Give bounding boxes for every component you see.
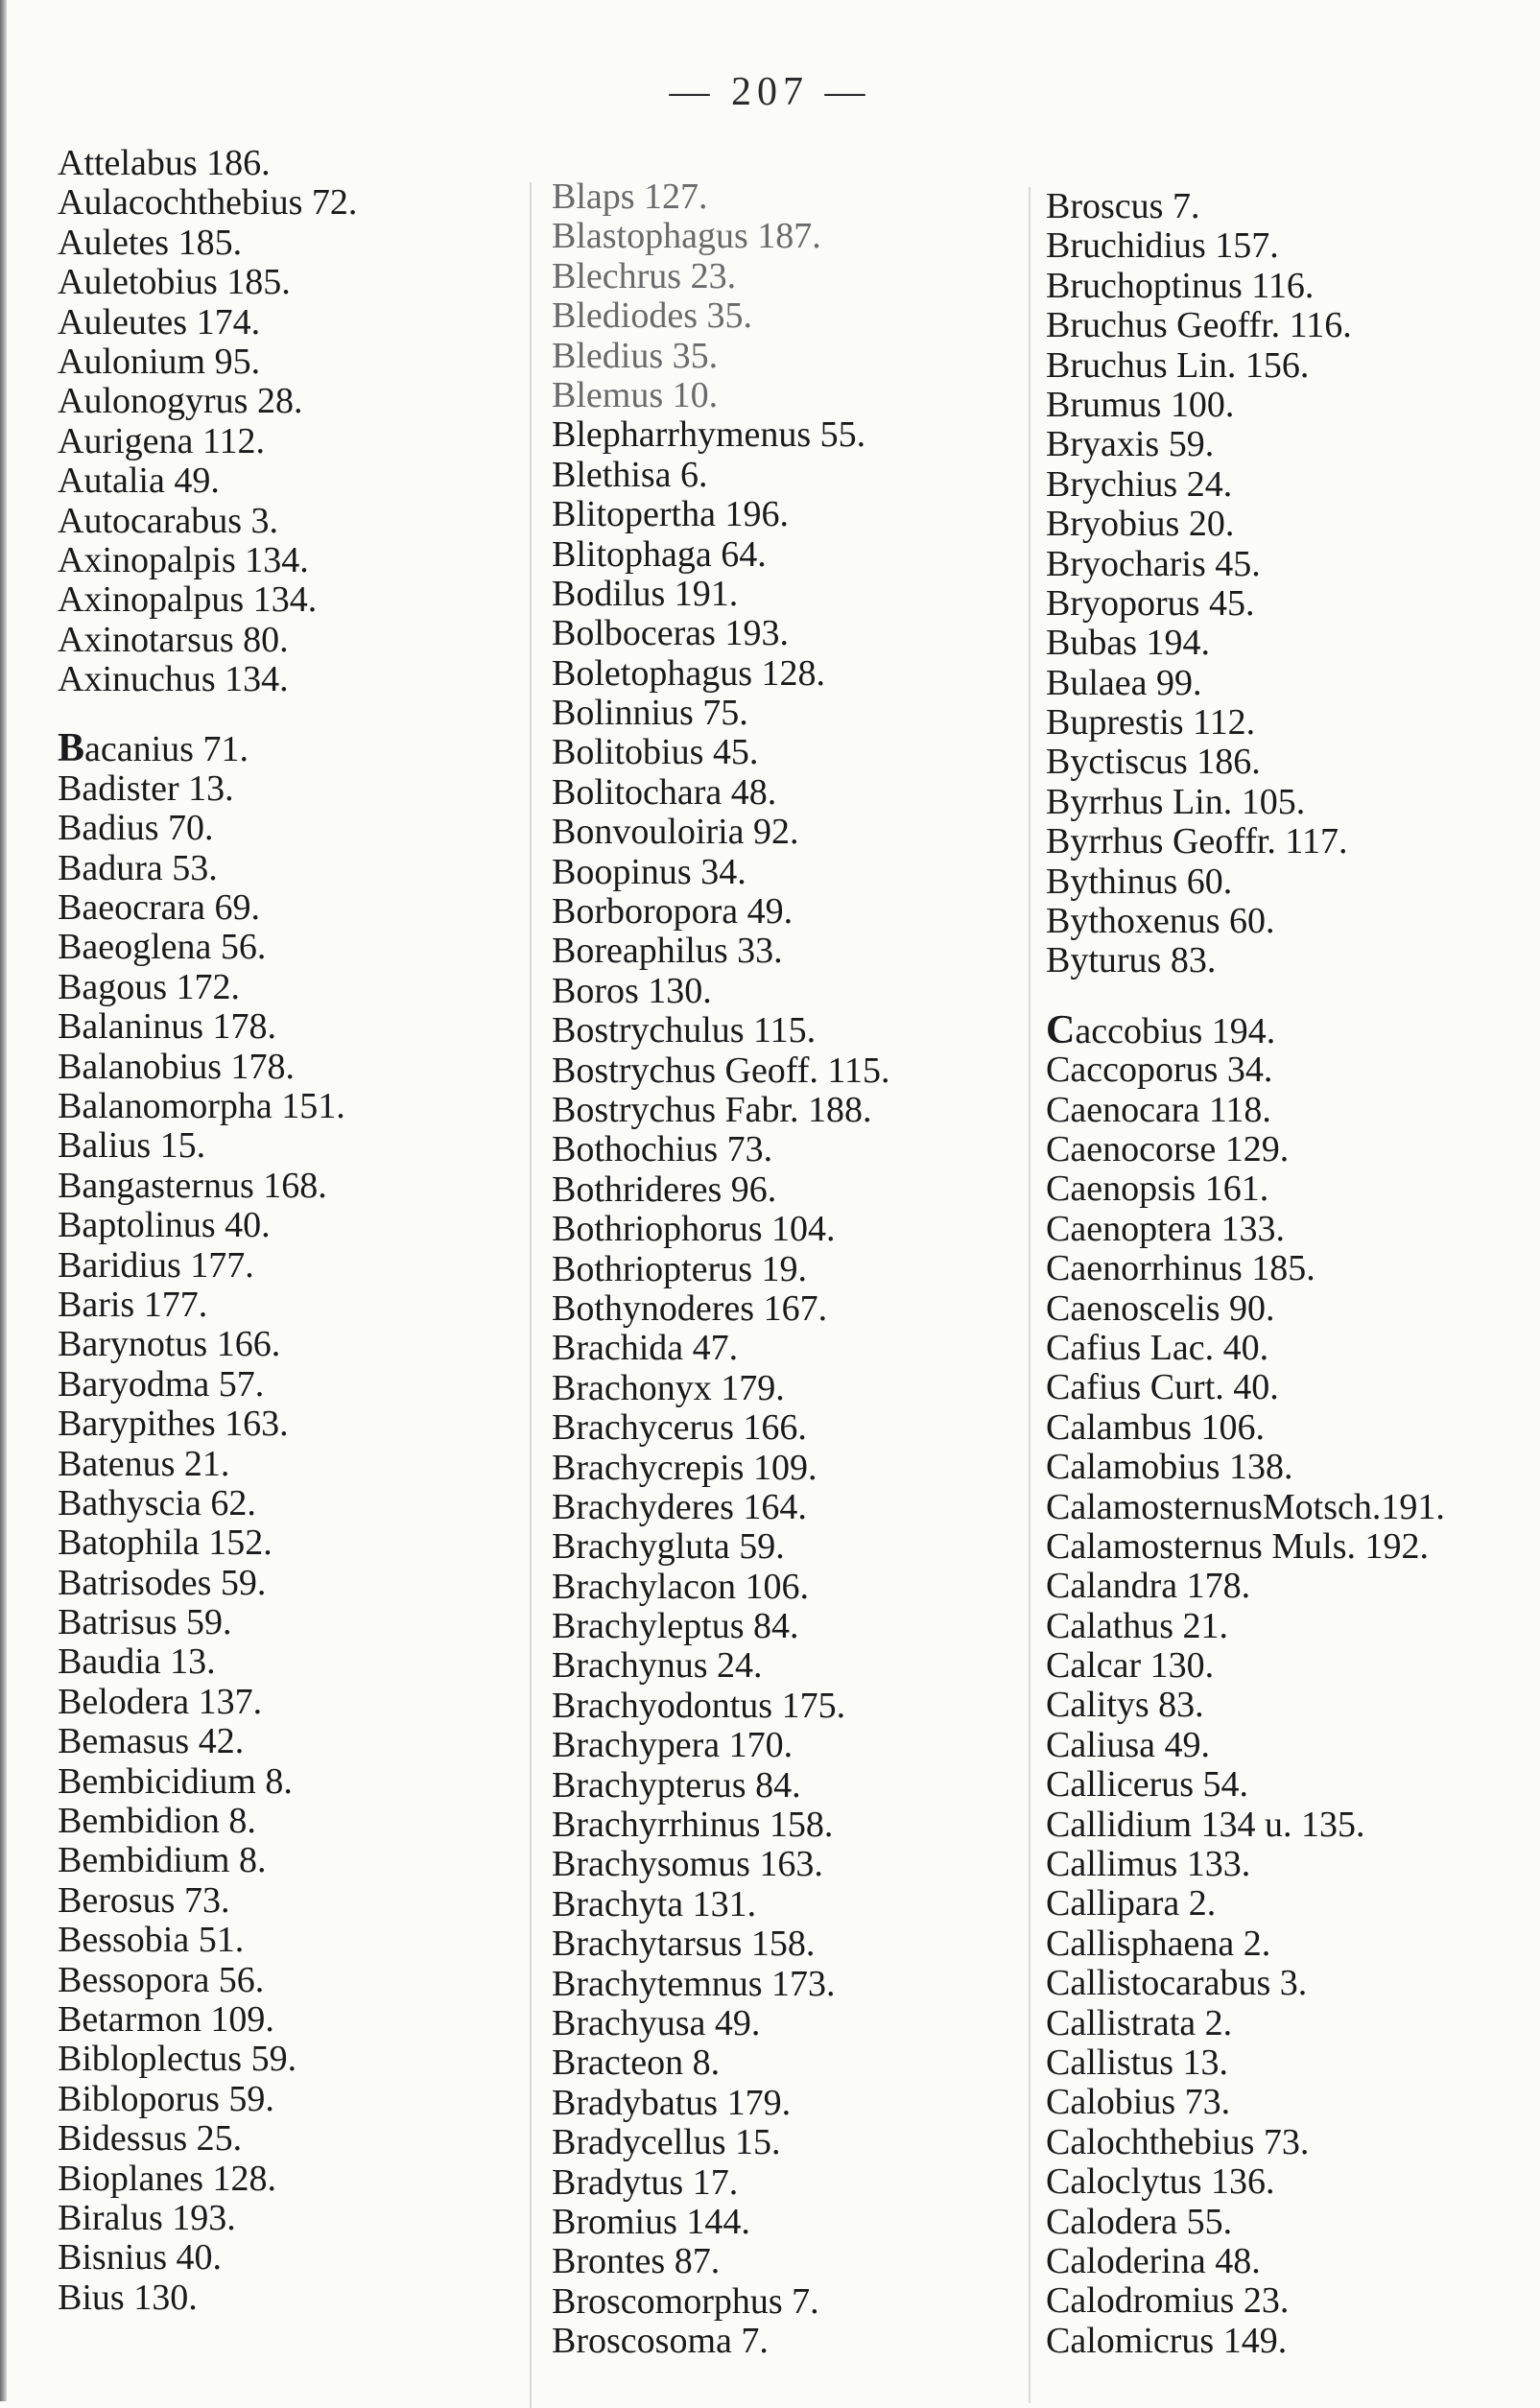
index-entry: Auletobius 185. [58, 262, 291, 303]
index-entry: Bryaxis 59. [1046, 424, 1215, 465]
index-entry: Bonvouloiria 92. [552, 812, 799, 853]
index-entry: Badister 13. [58, 767, 234, 809]
index-entry: Caenoscelis 90. [1046, 1287, 1275, 1329]
index-entry: Brachylacon 106. [552, 1566, 810, 1607]
index-entry: Caenopsis 161. [1046, 1169, 1269, 1210]
index-entry: Aulonogyrus 28. [58, 381, 303, 422]
index-entry: Balius 15. [58, 1125, 206, 1167]
index-entry: Calomicrus 149. [1046, 2320, 1288, 2361]
index-entry: Brychius 24. [1046, 463, 1233, 505]
index-entry: Baeoglena 56. [58, 927, 267, 968]
index-entry: Batophila 152. [58, 1523, 272, 1564]
column-rule [1029, 187, 1031, 2403]
index-entry: Broscomorphus 7. [552, 2280, 819, 2322]
index-entry: Caloclytus 136. [1046, 2161, 1275, 2203]
page-number: — 207 — [669, 70, 871, 114]
index-entry: Blethisa 6. [552, 454, 708, 495]
index-entry: Auletes 185. [58, 222, 243, 263]
index-entry: Aulonium 95. [58, 341, 261, 382]
index-entry: Bromius 144. [552, 2201, 750, 2242]
index-entry: Autocarabus 3. [58, 500, 279, 541]
index-entry: Blaps 127. [552, 177, 708, 217]
index-entry: Brachygluta 59. [552, 1526, 785, 1568]
index-entry: Bolitobius 45. [552, 732, 759, 773]
index-entry: Bulaea 99. [1046, 662, 1202, 703]
section-initial-c: C [1046, 1007, 1076, 1052]
index-entry: Bangasternus 168. [58, 1165, 327, 1206]
index-entry: Blediodes 35. [552, 295, 752, 337]
index-entry: Caccoporus 34. [1046, 1050, 1273, 1091]
index-entry: Bioplanes 128. [58, 2158, 276, 2199]
index-entry: Balanomorpha 151. [58, 1085, 345, 1126]
index-entry: Bessobia 51. [58, 1920, 245, 1961]
index-entry: Brachysomus 163. [552, 1844, 823, 1885]
index-entry: Callicerus 54. [1046, 1764, 1249, 1806]
index-entry: Brontes 87. [552, 2241, 721, 2282]
index-entry: Bruchidius 157. [1046, 225, 1279, 267]
index-entry: Belodera 137. [58, 1681, 263, 1722]
index-entry: Bryobius 20. [1046, 504, 1235, 545]
index-entry: Bathyscia 62. [58, 1482, 256, 1523]
index-entry: Axinopalpus 134. [58, 579, 318, 621]
section-gap [58, 699, 518, 729]
index-entry: Batrisus 59. [58, 1602, 232, 1643]
index-entry: Brachyderes 164. [552, 1486, 807, 1527]
index-entry: Bibloplectus 59. [58, 2039, 297, 2080]
index-entry: Byrrhus Lin. 105. [1046, 781, 1306, 822]
index-entry: Bradybatus 179. [552, 2082, 792, 2123]
index-entry: CalamosternusMotsch.191. [1046, 1486, 1445, 1527]
index-entry: Caenocara 118. [1046, 1089, 1271, 1130]
index-entry: Blitopertha 196. [552, 494, 789, 535]
index-entry: Bostrychulus 115. [552, 1010, 817, 1051]
index-entry: Calobius 73. [1046, 2082, 1231, 2123]
index-entry: Bolinnius 75. [552, 693, 748, 734]
index-entry: Byturus 83. [1046, 940, 1217, 981]
index-entry: Caenocorse 129. [1046, 1128, 1290, 1169]
index-entry: Bythoxenus 60. [1046, 901, 1275, 942]
index-entry: Blitophaga 64. [552, 533, 767, 575]
index-entry: Baryodma 57. [58, 1363, 265, 1405]
index-entry: Brachyrrhinus 158. [552, 1805, 834, 1846]
index-entry: Cafius Lac. 40. [1046, 1327, 1269, 1368]
index-entry: Calodromius 23. [1046, 2280, 1290, 2322]
index-entry: Batrisodes 59. [58, 1562, 267, 1603]
index-entry: Callipara 2. [1046, 1883, 1217, 1924]
index-entry: Bothynoderes 167. [552, 1287, 828, 1329]
index-entry: Bolboceras 193. [552, 613, 789, 654]
index-entry: Bruchus Lin. 156. [1046, 344, 1310, 386]
index-entry: Boletophagus 128. [552, 652, 825, 694]
index-entry: Bembidium 8. [58, 1840, 267, 1881]
index-entry: Axinuchus 134. [58, 659, 289, 700]
index-entry: Brachycerus 166. [552, 1407, 807, 1449]
index-entry: Badura 53. [58, 847, 218, 888]
index-column-2 [552, 177, 1012, 2361]
index-column-3 [1046, 187, 1526, 2361]
index-entry: Brachida 47. [552, 1328, 739, 1369]
index-entry: Caloderina 48. [1046, 2240, 1261, 2281]
index-entry: Bembicidium 8. [58, 1760, 293, 1802]
index-entry: Baris 177. [58, 1284, 208, 1325]
index-entry: Blastophagus 187. [552, 216, 821, 257]
index-entry: Calamobius 138. [1046, 1447, 1293, 1488]
index-entry: Betarmon 109. [58, 1998, 274, 2040]
section-b-first-entry: Bacanius 71. [58, 726, 249, 771]
index-entry: Callisphaena 2. [1046, 1923, 1271, 1964]
section-initial-b: B [58, 726, 85, 771]
index-entry: Bius 130. [58, 2277, 198, 2318]
index-entry: Brumus 100. [1046, 384, 1235, 425]
index-entry: Barynotus 166. [58, 1324, 281, 1365]
index-entry: Calcar 130. [1046, 1645, 1215, 1687]
index-entry: Bemasus 42. [58, 1721, 245, 1762]
index-entry: Bubas 194. [1046, 623, 1210, 664]
index-entry: Broscosoma 7. [552, 2321, 769, 2362]
index-entry: Callistus 13. [1046, 2042, 1229, 2083]
index-entry: Calandra 178. [1046, 1566, 1251, 1607]
index-entry: Biralus 193. [58, 2197, 236, 2238]
index-entry: Bryoporus 45. [1046, 582, 1255, 624]
index-entry: Calathus 21. [1046, 1605, 1228, 1646]
index-entry: Caliusa 49. [1046, 1724, 1210, 1765]
index-entry: Brachonyx 179. [552, 1367, 785, 1408]
index-entry: Brachycrepis 109. [552, 1447, 817, 1488]
index-entry: Brachyleptus 84. [552, 1606, 799, 1647]
index-entry: Boros 130. [552, 970, 712, 1011]
index-entry: Attelabus 186. [58, 143, 271, 183]
index-entry: Brachynus 24. [552, 1645, 763, 1687]
index-entry: Balaninus 178. [58, 1006, 276, 1048]
index-entry: Aulacochthebius 72. [58, 182, 358, 224]
index-entry: Bradycellus 15. [552, 2122, 781, 2163]
index-entry: Brachytarsus 158. [552, 1924, 816, 1965]
index-entry: Bothrideres 96. [552, 1169, 777, 1210]
index-entry: Caenorrhinus 185. [1046, 1248, 1315, 1289]
index-entry: Autalia 49. [58, 460, 220, 502]
page-edge-shadow [0, 0, 7, 2401]
index-entry: Bythinus 60. [1046, 861, 1233, 902]
index-entry: Cafius Curt. 40. [1046, 1367, 1279, 1408]
index-entry: Baudia 13. [58, 1641, 216, 1683]
index-entry: Calodera 55. [1046, 2201, 1233, 2242]
index-entry: Calambus 106. [1046, 1406, 1265, 1448]
index-entry: Broscus 7. [1046, 186, 1200, 226]
index-entry: Bledius 35. [552, 335, 719, 376]
index-entry: Badius 70. [58, 808, 214, 849]
index-entry: Baridius 177. [58, 1244, 254, 1286]
index-entry: Axinotarsus 80. [58, 619, 289, 660]
section-gap [1046, 981, 1526, 1011]
index-entry: Berosus 73. [58, 1879, 230, 1921]
index-entry: Brachytemnus 173. [552, 1963, 836, 2004]
index-entry: Bodilus 191. [552, 573, 739, 614]
index-entry: Boreaphilus 33. [552, 931, 783, 972]
index-entry: Bessopora 56. [58, 1959, 265, 2000]
column-rule [530, 182, 532, 2408]
index-entry: Bisnius 40. [58, 2237, 223, 2278]
index-column-1 [58, 144, 518, 2318]
index-entry: Bostrychus Geoff. 115. [552, 1050, 890, 1091]
index-entry: Brachyta 131. [552, 1883, 757, 1924]
index-entry: Bruchus Geoffr. 116. [1046, 305, 1352, 346]
index-entry: Bothochius 73. [552, 1129, 773, 1170]
index-entry: Bolitochara 48. [552, 771, 777, 813]
index-entry: Blemus 10. [552, 374, 719, 415]
index-entry: Bembidion 8. [58, 1801, 256, 1842]
index-entry: Blechrus 23. [552, 255, 737, 296]
index-entry: Bracteon 8. [552, 2042, 721, 2084]
index-entry: Callistrata 2. [1046, 2002, 1233, 2043]
index-entry: Baeocrara 69. [58, 887, 260, 929]
index-entry: Aurigena 112. [58, 420, 265, 461]
index-entry: Blepharrhymenus 55. [552, 414, 866, 456]
index-entry: Barypithes 163. [58, 1404, 289, 1445]
index-entry: Borboropora 49. [552, 891, 794, 933]
index-entry: Bothriophorus 104. [552, 1209, 836, 1250]
index-entry: Calamosternus Muls. 192. [1046, 1525, 1429, 1567]
index-entry: Bradytus 17. [552, 2161, 739, 2203]
index-entry: Auleutes 174. [58, 301, 261, 342]
index-entry: Callidium 134 u. 135. [1046, 1804, 1365, 1845]
index-entry: Boopinus 34. [552, 851, 746, 892]
index-entry: Bothriopterus 19. [552, 1248, 807, 1289]
index-entry: Axinopalpis 134. [58, 539, 309, 580]
index-entry: Bostrychus Fabr. 188. [552, 1089, 872, 1130]
index-entry: Bidessus 25. [58, 2118, 243, 2160]
index-entry: Buprestis 112. [1046, 702, 1256, 744]
index-entry: Brachypterus 84. [552, 1764, 801, 1806]
index-entry: Bryocharis 45. [1046, 543, 1261, 584]
index-entry: Caenoptera 133. [1046, 1208, 1286, 1249]
index-entry: Brachyusa 49. [552, 2002, 761, 2043]
index-entry: Calochthebius 73. [1046, 2121, 1310, 2162]
index-entry: Balanobius 178. [58, 1046, 295, 1087]
index-entry: Byctiscus 186. [1046, 742, 1261, 783]
index-entry: Byrrhus Geoffr. 117. [1046, 821, 1348, 862]
index-entry: Callistocarabus 3. [1046, 1963, 1308, 2004]
index-entry: Callimus 133. [1046, 1844, 1251, 1885]
index-entry: Brachyodontus 175. [552, 1685, 846, 1726]
index-entry: Baptolinus 40. [58, 1205, 271, 1246]
index-entry: Bibloporus 59. [58, 2078, 274, 2119]
index-entry: Bruchoptinus 116. [1046, 265, 1315, 306]
index-entry: Batenus 21. [58, 1443, 230, 1484]
index-entry: Brachypera 170. [552, 1725, 794, 1766]
section-c-first-entry: Caccobius 194. [1046, 1007, 1276, 1052]
index-entry: Calitys 83. [1046, 1685, 1204, 1726]
index-entry: Bagous 172. [58, 966, 240, 1007]
